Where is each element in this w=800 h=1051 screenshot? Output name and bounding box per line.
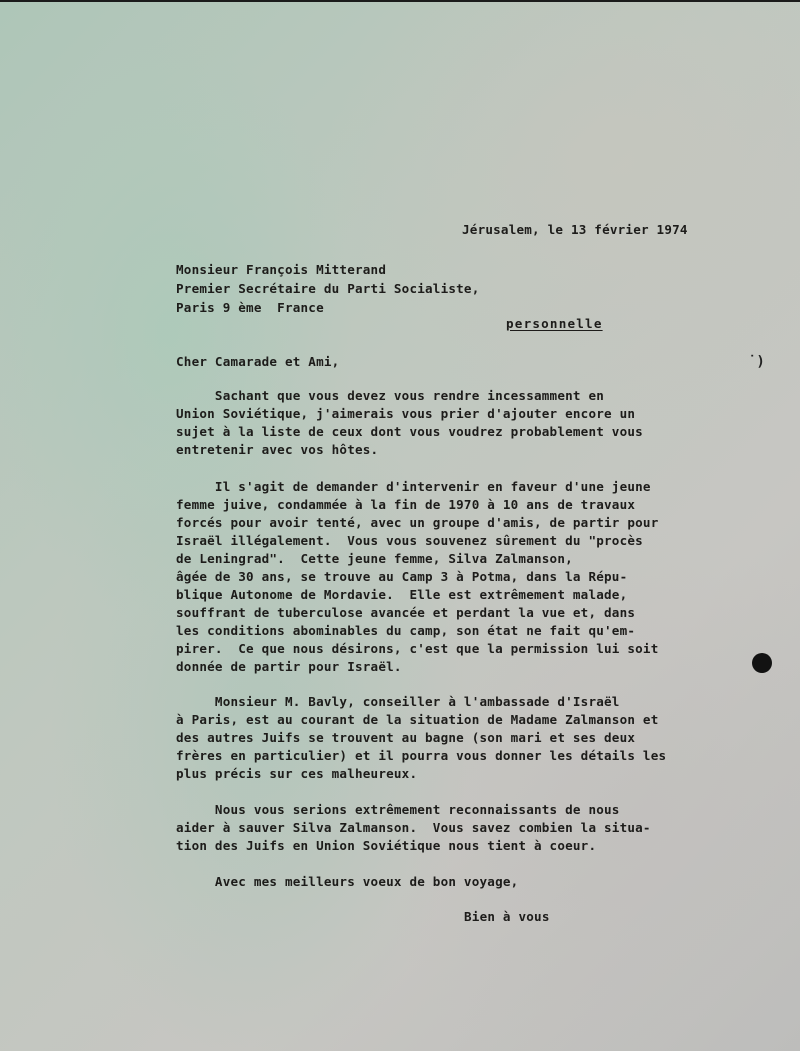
body-line: Nous vous serions extrêmement reconnaissants de nous (176, 802, 620, 817)
body-line: plus précis sur ces malheureux. (176, 766, 418, 781)
body-line: frères en particulier) et il pourra vous donner les détails les (176, 748, 667, 763)
body-line: souffrant de tuberculose avancée et perdant la vue et, dans (176, 605, 636, 620)
body-line: forcés pour avoir tenté, avec un groupe d'amis, de partir pour (176, 515, 659, 530)
body-line: Avec mes meilleurs voeux de bon voyage, (176, 874, 519, 889)
body-line: femme juive, condammée à la fin de 1970 à 10 ans de travaux (176, 497, 636, 512)
salutation: Cher Camarade et Ami, (176, 354, 340, 369)
recipient-line: Monsieur François Mitterand (176, 262, 387, 277)
personal-marking: personnelle (506, 316, 603, 331)
recipient-line: Premier Secrétaire du Parti Socialiste, (176, 281, 480, 296)
body-line: de Leningrad". Cette jeune femme, Silva Zalmanson, (176, 551, 573, 566)
body-line: à Paris, est au courant de la situation de Madame Zalmanson et (176, 712, 659, 727)
body-line: pirer. Ce que nous désirons, c'est que la permission lui soit (176, 641, 659, 656)
punch-hole-mark (752, 653, 772, 673)
letter-date: Jérusalem, le 13 février 1974 (462, 222, 688, 237)
body-line: Sachant que vous devez vous rendre incessamment en (176, 388, 605, 403)
body-line: entretenir avec vos hôtes. (176, 442, 379, 457)
body-line: âgée de 30 ans, se trouve au Camp 3 à Potma, dans la Répu- (176, 569, 628, 584)
margin-tick-mark: ˙) (748, 354, 765, 370)
closing: Bien à vous (464, 909, 550, 924)
recipient-line: Paris 9 ème France (176, 300, 324, 315)
body-line: Union Soviétique, j'aimerais vous prier d'ajouter encore un (176, 406, 636, 421)
body-line: aider à sauver Silva Zalmanson. Vous savez combien la situa- (176, 820, 651, 835)
body-line: sujet à la liste de ceux dont vous voudrez probablement vous (176, 424, 643, 439)
body-line: les conditions abominables du camp, son état ne fait qu'em- (176, 623, 636, 638)
body-line: Il s'agit de demander d'intervenir en faveur d'une jeune (176, 479, 651, 494)
body-line: blique Autonome de Mordavie. Elle est extrêmement malade, (176, 587, 628, 602)
body-line: Israël illégalement. Vous vous souvenez sûrement du "procès (176, 533, 643, 548)
body-line: donnée de partir pour Israël. (176, 659, 402, 674)
body-line: tion des Juifs en Union Soviétique nous tient à coeur. (176, 838, 597, 853)
body-line: des autres Juifs se trouvent au bagne (son mari et ses deux (176, 730, 636, 745)
body-line: Monsieur M. Bavly, conseiller à l'ambassade d'Israël (176, 694, 620, 709)
